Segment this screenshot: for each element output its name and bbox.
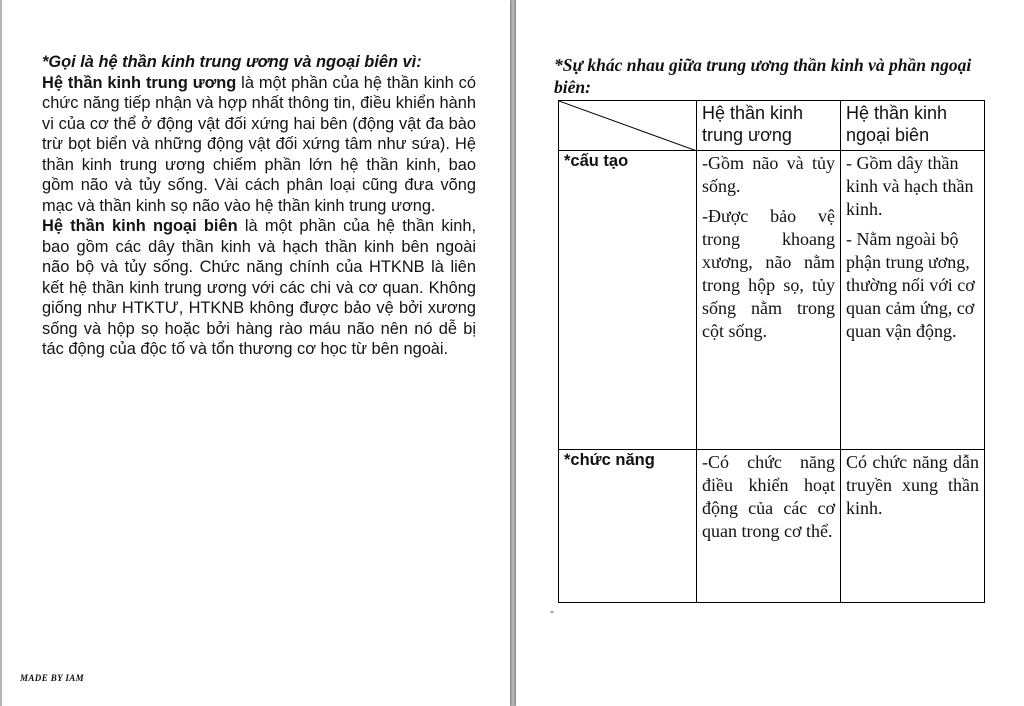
paragraph-text-central: là một phần của hệ thần kinh có chức năng tiếp nhận và hợp nhất thông tin, điều khiển hành vi của cơ thể ở động vật đối xứng hai bên (động vật đa bào trừ bọt biển và những động vật đối xứng tâm như sứa). Hệ thần kinh trung ương chiếm phần lớn hệ thần kinh, bao gồm não và tủy sống. Vài cách phân loại cũng đưa võng mạc và thần kinh sọ não vào hệ thần kinh trung ương. — [42, 73, 476, 215]
left-page-heading: *Gọi là hệ thần kinh trung ương và ngoại biên vì: — [42, 53, 422, 71]
cell-line: -Được bảo vệ trong khoang xương, não nằm trong hộp sọ, tủy sống nằm trong cột sống. — [702, 206, 835, 341]
cell-structure-central — [697, 151, 841, 450]
cell-line: Có chức năng dẫn truyền xung thần kinh. — [846, 452, 979, 518]
cell-structure-peripheral — [841, 151, 985, 450]
diagonal-header-cell — [559, 101, 697, 151]
term-peripheral-nervous-system: Hệ thần kinh ngoại biên — [42, 217, 238, 235]
table-row-structure — [559, 151, 985, 450]
header-peripheral-nervous-system: Hệ thần kinh ngoại biên — [841, 101, 985, 151]
cell-function-central — [697, 450, 841, 603]
document-page-right — [516, 0, 1024, 706]
table-row-function — [559, 450, 985, 603]
diagonal-line — [559, 101, 697, 151]
document-page-left — [2, 0, 510, 706]
cell-line: - Nằm ngoài bộ phận trung ương, thường nối với cơ quan cảm ứng, cơ quan vận động. — [846, 229, 975, 341]
cell-line: -Có chức năng điều khiển hoạt động của các cơ quan trong cơ thể. — [702, 452, 835, 541]
cell-function-peripheral — [841, 450, 985, 603]
author-signature: MADE BY IAM — [20, 673, 85, 683]
cell-line: - Gồm dây thần kinh và hạch thần kinh. — [846, 153, 974, 219]
term-central-nervous-system: Hệ thần kinh trung ương — [42, 73, 237, 92]
row-label-function: *chức năng — [559, 450, 697, 603]
left-page-body — [42, 52, 476, 360]
header-central-nervous-system: Hệ thần kinh trung ương — [697, 101, 841, 151]
paragraph-central-nervous-system — [42, 73, 476, 217]
row-label-structure: *cấu tạo — [559, 151, 697, 450]
paragraph-text-peripheral: là một phần của hệ thần kinh, bao gồm các dây thần kinh và hạch thần kinh bên ngoài não bộ và tủy sống. Chức năng chính của HTKNB là liên kết hệ thần kinh trung ương với các chi và cơ quan. Không giống như HTKTƯ, HTKNB không được bảo vệ bởi xương sống và hộp sọ hoặc bởi hàng rào máu não nên nó dễ bị tác động của độc tố và tổn thương cơ học từ bên ngoài. — [42, 217, 477, 358]
comparison-table — [558, 100, 985, 603]
table-header-row — [559, 101, 985, 151]
paragraph-peripheral-nervous-system — [42, 216, 476, 360]
cell-line: -Gồm não và tủy sống. — [702, 153, 835, 196]
right-page-heading: *Sự khác nhau giữa trung ương thần kinh và phần ngoại biên: — [554, 55, 972, 97]
trailing-dash: - — [550, 604, 554, 618]
